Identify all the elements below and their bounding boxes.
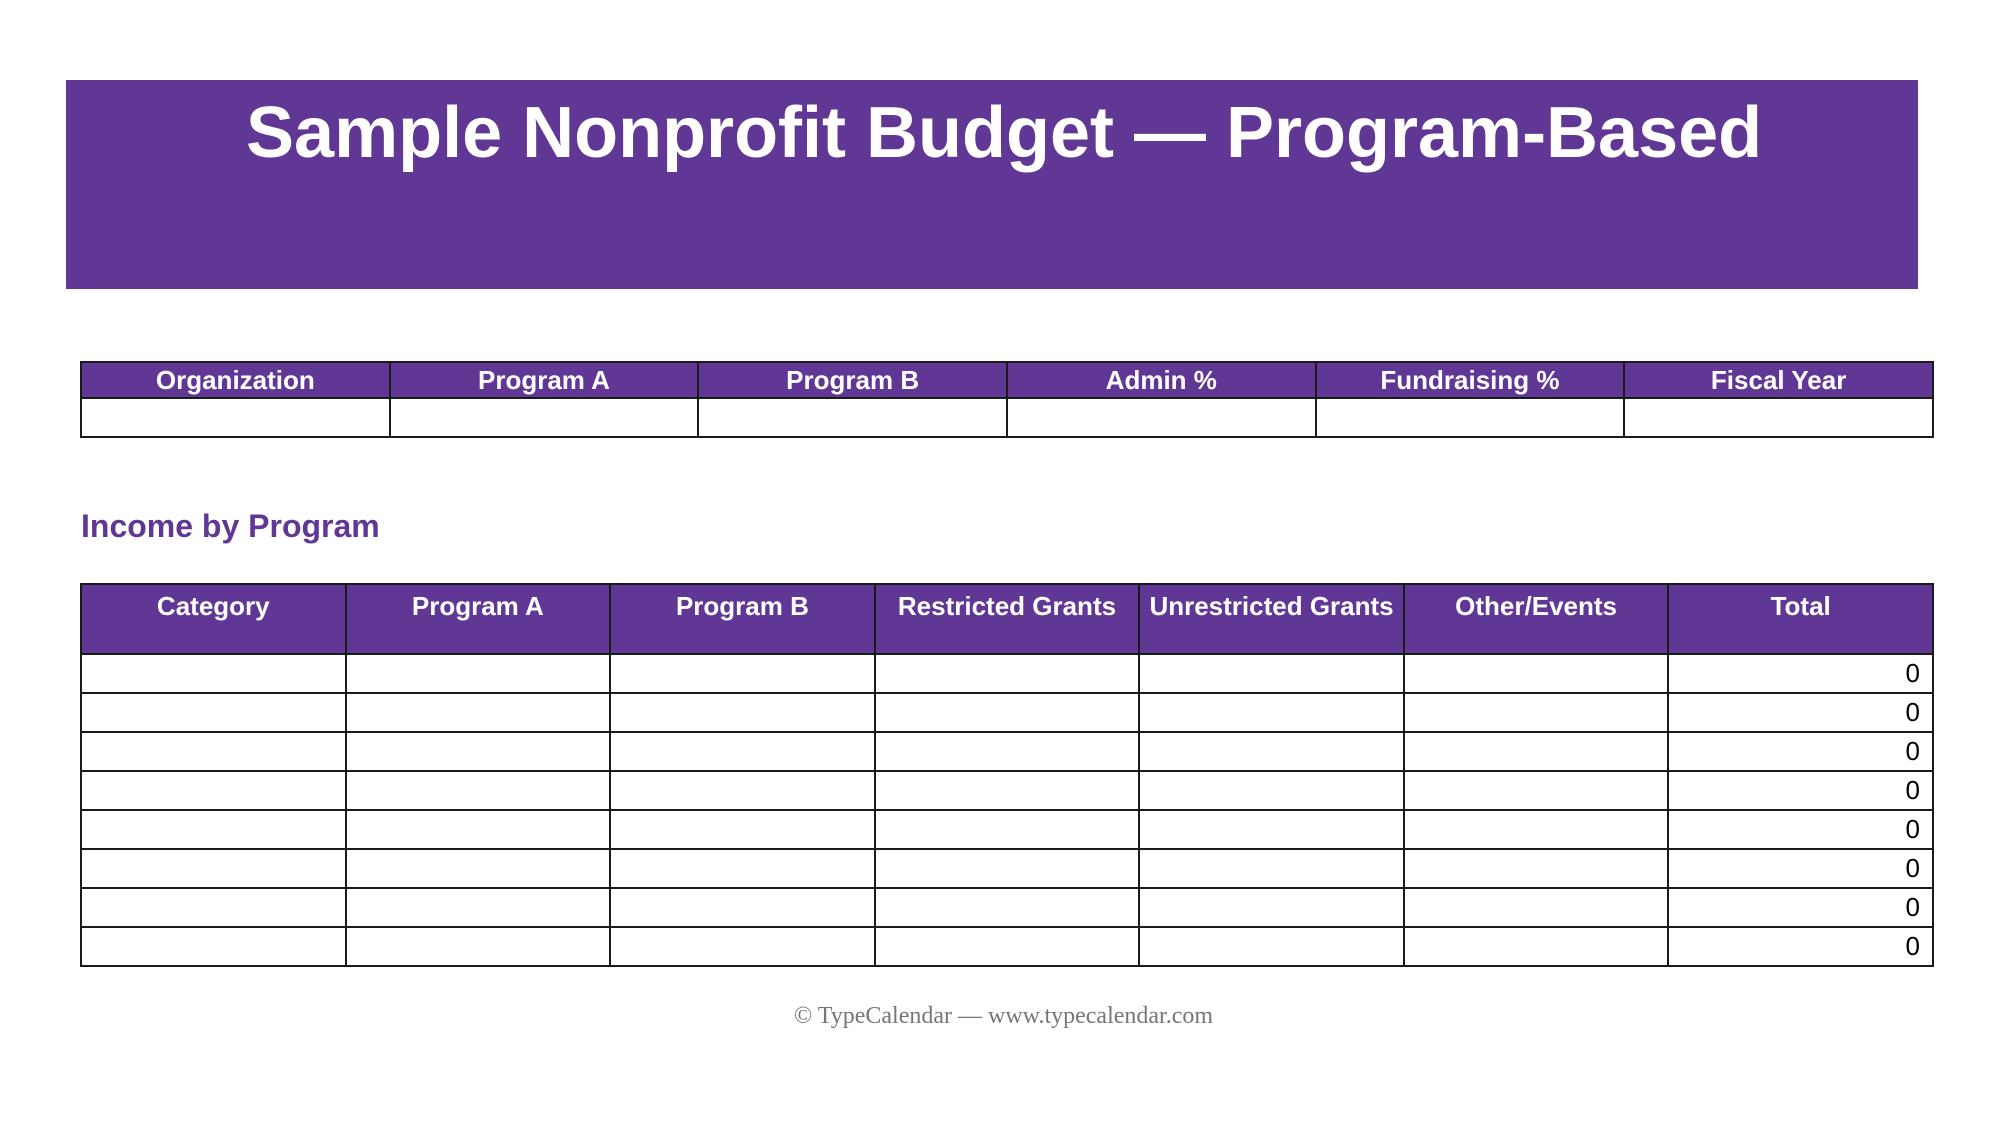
footer-credit: © TypeCalendar — www.typecalendar.com	[793, 1003, 1214, 1029]
program-b-cell[interactable]	[610, 849, 875, 888]
table-row	[81, 810, 1933, 849]
header-category: Category	[81, 584, 346, 654]
other-events-cell[interactable]	[1404, 732, 1669, 771]
other-events-cell[interactable]	[1404, 849, 1669, 888]
header-admin-percent: Admin %	[1007, 362, 1316, 398]
program-a-cell[interactable]	[346, 771, 611, 810]
unrestricted-grants-cell[interactable]	[1139, 810, 1404, 849]
category-cell[interactable]	[81, 927, 346, 966]
program-b-cell[interactable]	[610, 771, 875, 810]
program-a-cell[interactable]	[346, 654, 611, 693]
program-a-cell[interactable]	[390, 398, 699, 437]
restricted-grants-cell[interactable]	[875, 849, 1140, 888]
category-cell[interactable]	[81, 888, 346, 927]
organization-info-table	[80, 361, 1934, 438]
category-cell[interactable]	[81, 654, 346, 693]
income-by-program-table	[80, 583, 1934, 967]
income-header-row	[81, 584, 1933, 654]
category-cell[interactable]	[81, 810, 346, 849]
info-value-row	[81, 398, 1933, 437]
total-cell: 0	[1668, 693, 1933, 732]
unrestricted-grants-cell[interactable]	[1139, 771, 1404, 810]
unrestricted-grants-cell[interactable]	[1139, 927, 1404, 966]
table-row	[81, 732, 1933, 771]
other-events-cell[interactable]	[1404, 810, 1669, 849]
category-cell[interactable]	[81, 693, 346, 732]
admin-percent-cell[interactable]	[1007, 398, 1316, 437]
info-header-row	[81, 362, 1933, 398]
other-events-cell[interactable]	[1404, 771, 1669, 810]
fundraising-percent-cell[interactable]	[1316, 398, 1625, 437]
restricted-grants-cell[interactable]	[875, 732, 1140, 771]
program-b-cell[interactable]	[610, 888, 875, 927]
unrestricted-grants-cell[interactable]	[1139, 693, 1404, 732]
program-a-cell[interactable]	[346, 693, 611, 732]
total-cell: 0	[1668, 654, 1933, 693]
table-row	[81, 654, 1933, 693]
header-program-a: Program A	[346, 584, 611, 654]
category-cell[interactable]	[81, 771, 346, 810]
program-a-cell[interactable]	[346, 810, 611, 849]
restricted-grants-cell[interactable]	[875, 654, 1140, 693]
unrestricted-grants-cell[interactable]	[1139, 849, 1404, 888]
table-row	[81, 849, 1933, 888]
program-b-cell[interactable]	[610, 810, 875, 849]
header-organization: Organization	[81, 362, 390, 398]
title-banner	[66, 80, 1918, 289]
table-row	[81, 888, 1933, 927]
income-body	[81, 654, 1933, 966]
program-b-cell[interactable]	[610, 693, 875, 732]
restricted-grants-cell[interactable]	[875, 927, 1140, 966]
header-restricted-grants: Restricted Grants	[875, 584, 1140, 654]
program-b-cell[interactable]	[610, 732, 875, 771]
table-row	[81, 693, 1933, 732]
program-a-cell[interactable]	[346, 732, 611, 771]
unrestricted-grants-cell[interactable]	[1139, 732, 1404, 771]
fiscal-year-cell[interactable]	[1624, 398, 1933, 437]
total-cell: 0	[1668, 888, 1933, 927]
program-a-cell[interactable]	[346, 927, 611, 966]
program-b-cell[interactable]	[610, 654, 875, 693]
organization-cell[interactable]	[81, 398, 390, 437]
other-events-cell[interactable]	[1404, 888, 1669, 927]
page-title: Sample Nonprofit Budget — Program-Based	[246, 93, 1763, 173]
restricted-grants-cell[interactable]	[875, 693, 1140, 732]
category-cell[interactable]	[81, 732, 346, 771]
other-events-cell[interactable]	[1404, 654, 1669, 693]
program-a-cell[interactable]	[346, 849, 611, 888]
total-cell: 0	[1668, 732, 1933, 771]
header-other-events: Other/Events	[1404, 584, 1669, 654]
header-program-a: Program A	[390, 362, 699, 398]
table-row	[81, 771, 1933, 810]
program-b-cell[interactable]	[610, 927, 875, 966]
income-section-title: Income by Program	[81, 508, 380, 544]
program-b-cell[interactable]	[698, 398, 1007, 437]
total-cell: 0	[1668, 810, 1933, 849]
header-fiscal-year: Fiscal Year	[1624, 362, 1933, 398]
restricted-grants-cell[interactable]	[875, 888, 1140, 927]
header-total: Total	[1668, 584, 1933, 654]
total-cell: 0	[1668, 771, 1933, 810]
table-row	[81, 927, 1933, 966]
other-events-cell[interactable]	[1404, 693, 1669, 732]
total-cell: 0	[1668, 849, 1933, 888]
other-events-cell[interactable]	[1404, 927, 1669, 966]
header-program-b: Program B	[610, 584, 875, 654]
restricted-grants-cell[interactable]	[875, 810, 1140, 849]
total-cell: 0	[1668, 927, 1933, 966]
category-cell[interactable]	[81, 849, 346, 888]
restricted-grants-cell[interactable]	[875, 771, 1140, 810]
unrestricted-grants-cell[interactable]	[1139, 888, 1404, 927]
header-unrestricted-grants: Unrestricted Grants	[1139, 584, 1404, 654]
header-program-b: Program B	[698, 362, 1007, 398]
unrestricted-grants-cell[interactable]	[1139, 654, 1404, 693]
program-a-cell[interactable]	[346, 888, 611, 927]
header-fundraising-percent: Fundraising %	[1316, 362, 1625, 398]
